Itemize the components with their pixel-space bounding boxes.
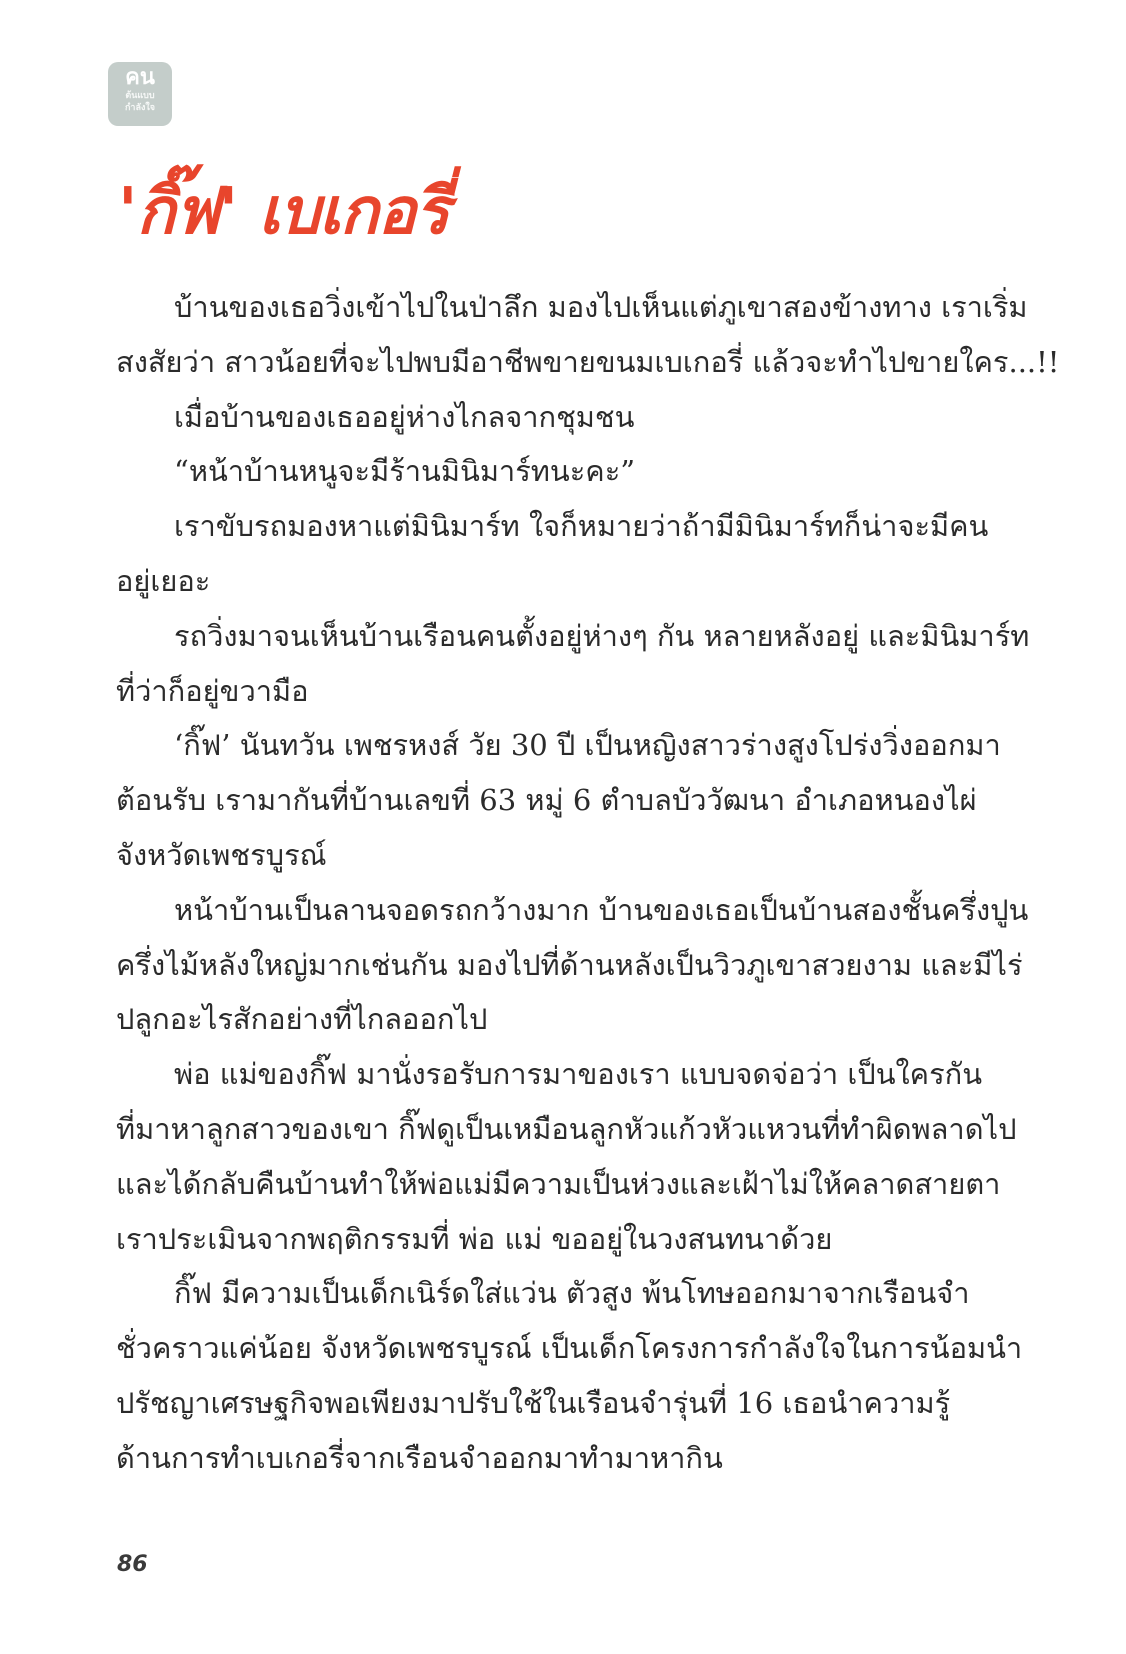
text-line: เมื่อบ้านของเธออยู่ห่างไกลจากชุมชน <box>174 399 635 434</box>
text-line: อยู่เยอะ <box>116 563 211 598</box>
text-line: ต้อนรับ เรามากันที่บ้านเลขที่ 63 หมู่ 6 ตำบลบัววัฒนา อำเภอหนองไผ่ <box>116 783 977 818</box>
text-line: ชั่วคราวแค่น้อย จังหวัดเพชรบูรณ์ เป็นเด็กโครงการกำลังใจในการน้อมนำ <box>116 1331 1023 1366</box>
text-line: ด้านการทำเบเกอรี่จากเรือนจำออกมาทำมาหากิน <box>116 1440 723 1475</box>
text-line: และได้กลับคืนบ้านทำให้พ่อแม่มีความเป็นห่วงและเฝ้าไม่ให้คลาดสายตา <box>116 1166 1001 1201</box>
text-line: ครึ่งไม้หลังใหญ่มากเช่นกัน มองไปที่ด้านหลังเป็นวิวภูเขาสวยงาม และมีไร่ <box>116 947 1023 982</box>
text-line: ปลูกอะไรสักอย่างที่ไกลออกไป <box>116 1002 488 1037</box>
text-line: ปรัชญาเศรษฐกิจพอเพียงมาปรับใช้ในเรือนจำรุ่นที่ 16 เธอนำความรู้ <box>116 1385 951 1420</box>
page-number: 86 <box>117 1552 148 1577</box>
chapter-title: 'กิ๊ฟ' เบเกอรี่ <box>118 175 449 249</box>
text-line: หน้าบ้านเป็นลานจอดรถกว้างมาก บ้านของเธอเป็นบ้านสองชั้นครึ่งปูน <box>174 892 1029 927</box>
badge-line-2: ต้นแบบ <box>125 91 155 101</box>
text-line: ที่มาหาลูกสาวของเขา กิ๊ฟดูเป็นเหมือนลูกหัวแก้วหัวแหวนที่ทำผิดพลาดไป <box>116 1111 1017 1146</box>
text-line: จังหวัดเพชรบูรณ์ <box>116 837 327 872</box>
text-line: ‘กิ๊ฟ’ นันทวัน เพชรหงส์ วัย 30 ปี เป็นหญิงสาวร่างสูงโปร่งวิ่งออกมา <box>174 728 1001 763</box>
text-line: พ่อ แม่ของกิ๊ฟ มานั่งรอรับการมาของเรา แบบจดจ่อว่า เป็นใครกัน <box>174 1057 983 1092</box>
badge-line-3: กำลังใจ <box>124 103 156 113</box>
text-line: เราขับรถมองหาแต่มินิมาร์ท ใจก็หมายว่าถ้ามีมินิมาร์ทก็น่าจะมีคน <box>174 509 989 544</box>
text-line: บ้านของเธอวิ่งเข้าไปในป่าลึก มองไปเห็นแต่ภูเขาสองข้างทาง เราเริ่ม <box>174 290 1028 324</box>
text-line: กิ๊ฟ มีความเป็นเด็กเนิร์ดใส่แว่น ตัวสูง พ้นโทษออกมาจากเรือนจำ <box>174 1276 970 1311</box>
text-line: เราประเมินจากพฤติกรรมที่ พ่อ แม่ ขออยู่ในวงสนทนาด้วย <box>116 1221 833 1256</box>
text-line: “หน้าบ้านหนูจะมีร้านมินิมาร์ทนะคะ” <box>174 454 636 489</box>
series-logo-badge <box>108 62 172 126</box>
badge-line-1: คน <box>125 65 155 90</box>
text-line: สงสัยว่า สาวน้อยที่จะไปพบมีอาชีพขายขนมเบเกอรี่ แล้วจะทำไปขายใคร...!! <box>116 344 1060 379</box>
text-line: รถวิ่งมาจนเห็นบ้านเรือนคนตั้งอยู่ห่างๆ กัน หลายหลังอยู่ และมินิมาร์ท <box>174 618 1030 653</box>
body-text <box>116 280 1060 1486</box>
text-line: ที่ว่าก็อยู่ขวามือ <box>116 673 309 708</box>
